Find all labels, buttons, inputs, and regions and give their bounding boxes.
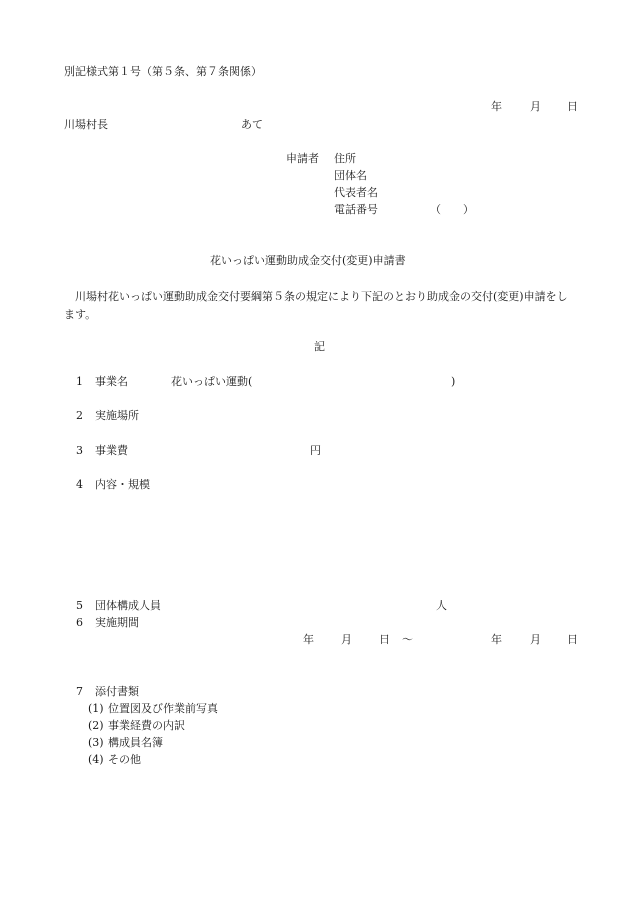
item7-label: 添付書類 xyxy=(95,685,139,698)
document-title: 花いっぱい運動助成金交付(変更)申請書 xyxy=(210,254,406,267)
item6-end-month: 月 xyxy=(530,633,541,646)
applicant-address-label: 住所 xyxy=(334,152,356,165)
item3-number: 3 xyxy=(76,444,83,457)
addressee-name: 川場村長 xyxy=(64,118,108,131)
item1-value-close: ) xyxy=(451,375,456,388)
item1-label: 事業名 xyxy=(95,375,128,388)
attachment-text: 構成員名簿 xyxy=(108,736,163,749)
applicant-phone-label: 電話番号 xyxy=(334,203,378,216)
item1-value-open: 花いっぱい運動( xyxy=(171,375,253,388)
item5-unit: 人 xyxy=(436,599,447,612)
item5-label: 団体構成人員 xyxy=(95,599,161,612)
attachment-text: その他 xyxy=(108,753,141,766)
attachment-number: (2) xyxy=(88,719,104,732)
item6-start-year: 年 xyxy=(303,633,314,646)
attachment-number: (1) xyxy=(88,702,104,715)
item2-label: 実施場所 xyxy=(95,409,139,422)
item6-start-month: 月 xyxy=(341,633,352,646)
addressee-suffix: あて xyxy=(241,118,263,131)
item5-number: 5 xyxy=(76,599,83,612)
applicant-group-label: 団体名 xyxy=(334,169,367,182)
item4-number: 4 xyxy=(76,478,83,491)
body-paragraph: 川場村花いっぱい運動助成金交付要綱第５条の規定により下記のとおり助成金の交付(変更)申請をします。 xyxy=(64,290,568,321)
item3-unit: 円 xyxy=(310,444,321,457)
date-year-label: 年 xyxy=(491,100,502,113)
date-day-label: 日 xyxy=(567,100,578,113)
item6-label: 実施期間 xyxy=(95,616,139,629)
item4-label: 内容・規模 xyxy=(95,478,150,491)
attachment-number: (4) xyxy=(88,753,104,766)
item6-end-year: 年 xyxy=(491,633,502,646)
attachment-text: 位置図及び作業前写真 xyxy=(108,702,218,715)
form-id: 別記様式第１号（第５条、第７条関係） xyxy=(64,65,262,78)
item6-end-day: 日 xyxy=(567,633,578,646)
item2-number: 2 xyxy=(76,409,83,422)
attachment-number: (3) xyxy=(88,736,104,749)
applicant-representative-label: 代表者名 xyxy=(334,186,378,199)
applicant-label: 申請者 xyxy=(286,152,319,165)
attachment-text: 事業経費の内訳 xyxy=(108,719,185,732)
item6-tilde: ～ xyxy=(402,633,413,646)
item6-start-day: 日 xyxy=(379,633,390,646)
item7-number: 7 xyxy=(76,685,83,698)
applicant-phone-paren: （ ） xyxy=(430,203,474,216)
item3-label: 事業費 xyxy=(95,444,128,457)
date-month-label: 月 xyxy=(530,100,541,113)
item6-number: 6 xyxy=(76,616,83,629)
ki-marker: 記 xyxy=(314,340,325,353)
item1-number: 1 xyxy=(76,375,83,388)
